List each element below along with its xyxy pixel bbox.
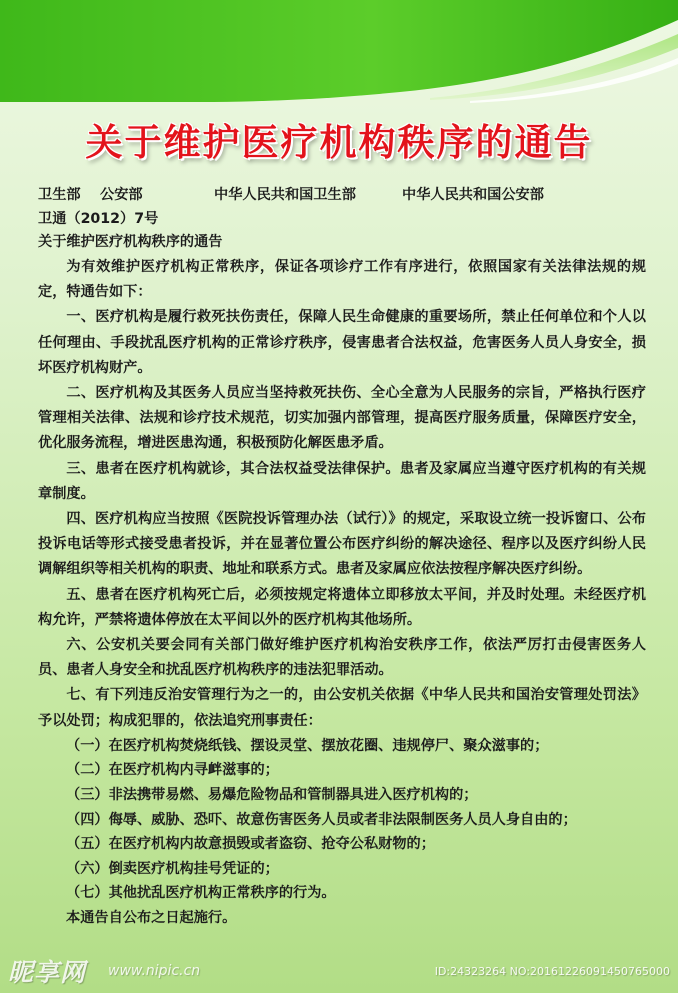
notice-subject: 关于维护医疗机构秩序的通告 [38, 234, 223, 250]
paragraph-7: 七、有下列违反治安管理行为之一的，由公安机关依据《中华人民共和国治安管理处罚法》予以处罚；构成犯罪的，依法追究刑事责任： [38, 687, 646, 729]
watermark-id: ID:24323264 NO:20161226091450765000 [434, 965, 670, 978]
list-item: （三）非法携带易燃、易爆危险物品和管制器具进入医疗机构的； [66, 787, 478, 804]
watermark-logo: 昵享网 [8, 958, 87, 987]
watermark-bar [0, 949, 678, 993]
paragraph-4: 四、医疗机构应当按照《医院投诉管理办法（试行）》的规定，采取设立统一投诉窗口、公布投诉电话等形式接受患者投诉，并在显著位置公布医疗纠纷的解决途径、程序以及医疗纠纷人民调解组织等相关机构的职责、地址和联系方式。患者及家属应依法按程序解决医疗纠纷。 [38, 511, 646, 578]
notice-body [38, 184, 646, 931]
paragraph-1: 一、医疗机构是履行救死扶伤责任，保障人民生命健康的重要场所，禁止任何单位和个人以任何理由、手段扰乱医疗机构的正常诊疗秩序，侵害患者合法权益，危害医务人员人身安全，损坏医疗机构财产。 [38, 309, 646, 376]
issuer-full-security: 中华人民共和国公安部 [402, 187, 544, 203]
issuer-full-health: 中华人民共和国卫生部 [214, 187, 356, 203]
paragraph-5: 五、患者在医疗机构死亡后，必须按规定将遗体立即移放太平间，并及时处理。未经医疗机构允许，严禁将遗体停放在太平间以外的医疗机构其他场所。 [38, 586, 646, 628]
list-item: （五）在医疗机构内故意损毁或者盗窃、抢夺公私财物的； [66, 836, 435, 853]
paragraph-2: 二、医疗机构及其医务人员应当坚持救死扶伤、全心全意为人民服务的宗旨，严格执行医疗管理相关法律、法规和诊疗技术规范，切实加强内部管理，提高医疗服务质量，保障医疗安全，优化服务流程，增进医患沟通，积极预防化解医患矛盾。 [38, 385, 646, 452]
intro-paragraph: 为有效维护医疗机构正常秩序，保证各项诊疗工作有序进行，依照国家有关法律法规的规定，特通告如下： [38, 259, 646, 301]
list-item: （二）在医疗机构内寻衅滋事的； [66, 762, 279, 779]
issuer-ministry-security: 公安部 [100, 187, 143, 203]
watermark-url: www.nipic.cn [108, 963, 201, 979]
list-item: （七）其他扰乱医疗机构正常秩序的行为。 [66, 885, 336, 902]
document-number: 卫通（2012）7号 [38, 211, 159, 227]
issuers-line [38, 184, 646, 207]
list-item: （六）倒卖医疗机构挂号凭证的； [66, 860, 279, 877]
header-banner [0, 0, 678, 110]
list-item: （四）侮辱、威胁、恐吓、故意伤害医务人员或者非法限制医务人员人身自由的； [66, 811, 577, 828]
paragraph-6: 六、公安机关要会同有关部门做好维护医疗机构治安秩序工作，依法严厉打击侵害医务人员、患者人身安全和扰乱医疗机构秩序的违法犯罪活动。 [38, 637, 646, 679]
list-item: （一）在医疗机构焚烧纸钱、摆设灵堂、摆放花圈、违规停尸、聚众滋事的； [66, 737, 549, 754]
paragraph-3: 三、患者在医疗机构就诊，其合法权益受法律保护。患者及家属应当遵守医疗机构的有关规章制度。 [38, 460, 646, 502]
closing-line: 本通告自公布之日起施行。 [66, 910, 237, 927]
notice-title: 关于维护医疗机构秩序的通告 [85, 121, 593, 164]
issuer-ministry-health: 卫生部 [38, 187, 81, 203]
